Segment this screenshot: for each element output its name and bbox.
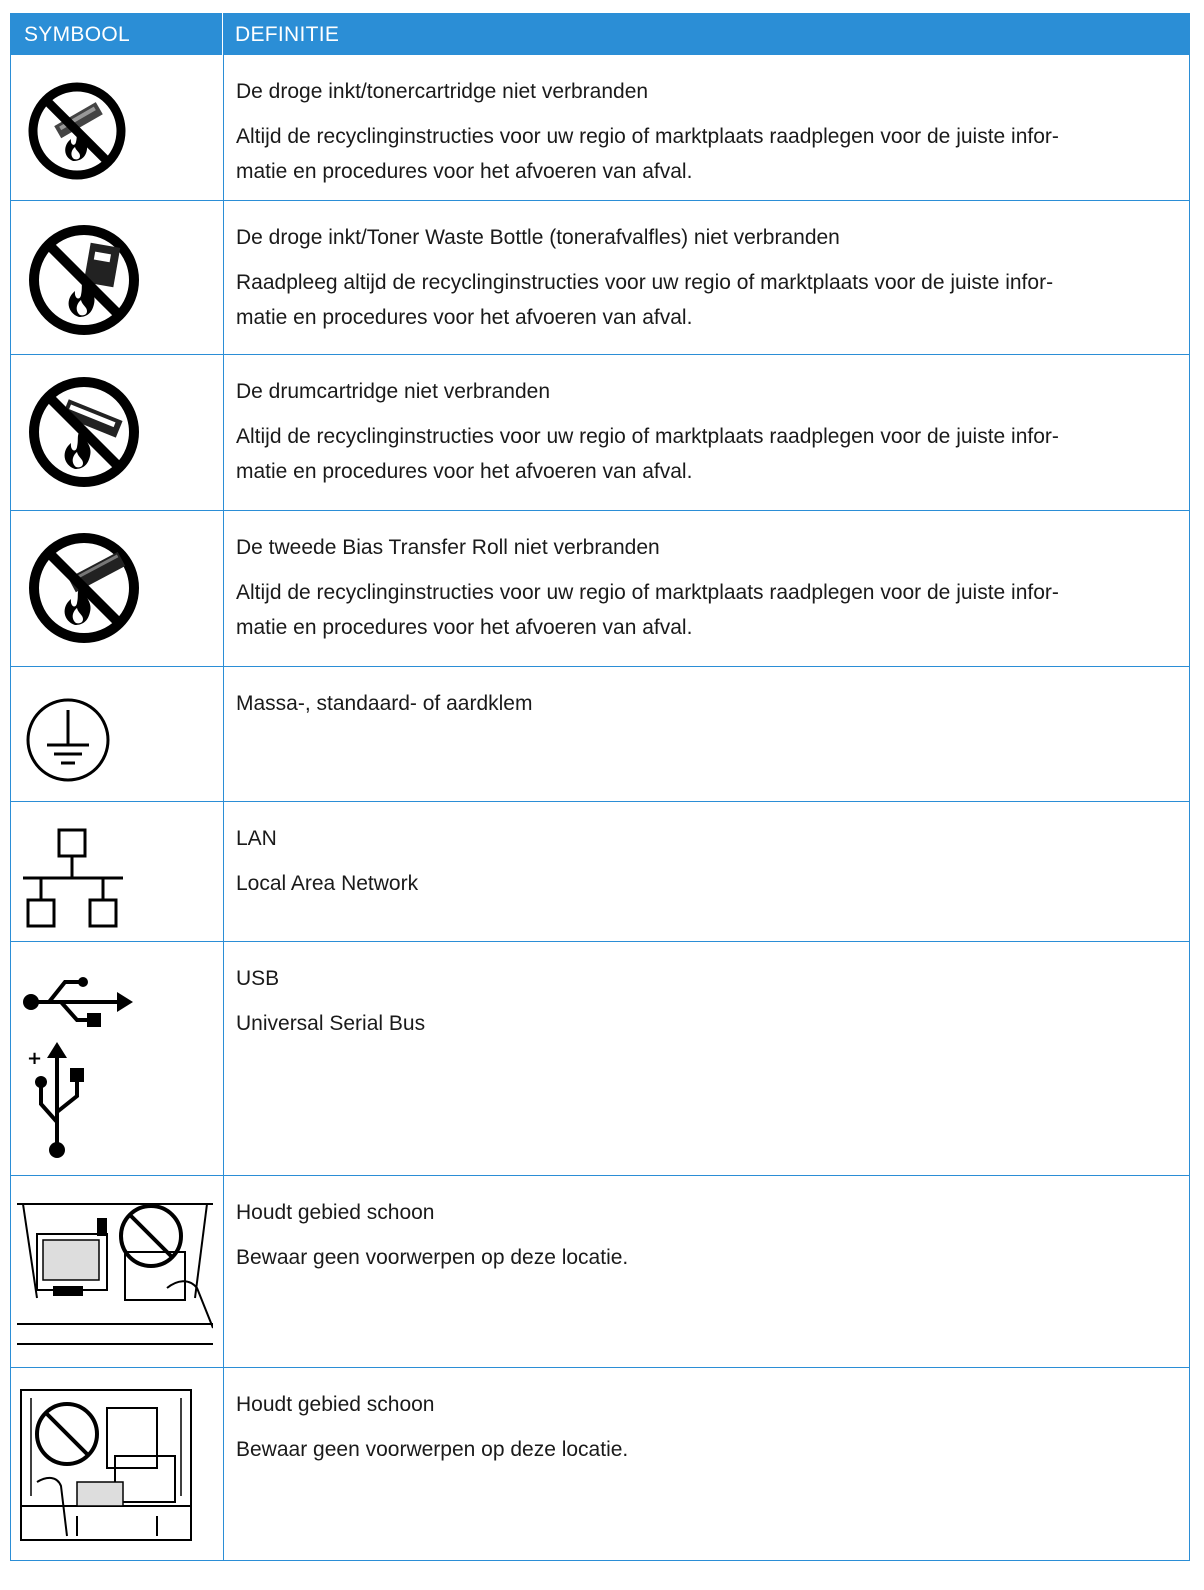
symbol-cell bbox=[11, 802, 224, 941]
keep-area-clear-icon bbox=[17, 1386, 197, 1558]
row-description: Raadpleeg altijd de recyclinginstructies voor uw regio of marktplaats voor de juiste infor- matie en procedures voor het afvoeren van afval. bbox=[236, 271, 1054, 329]
row-title: De drumcartridge niet verbranden bbox=[236, 380, 550, 403]
definition-cell bbox=[224, 942, 1189, 1175]
table-row bbox=[10, 1368, 1190, 1561]
header-definition: DEFINITIE bbox=[222, 13, 1190, 55]
protective-earth-icon bbox=[23, 695, 113, 785]
row-description: Universal Serial Bus bbox=[236, 1012, 426, 1035]
row-description: Bewaar geen voorwerpen op deze locatie. bbox=[236, 1438, 629, 1461]
definition-cell bbox=[224, 1176, 1189, 1367]
table-row bbox=[10, 201, 1190, 355]
row-title: LAN bbox=[236, 827, 277, 850]
row-title: Massa-, standaard- of aardklem bbox=[236, 692, 533, 715]
definition-cell bbox=[224, 55, 1189, 200]
row-description: Altijd de recyclinginstructies voor uw regio of marktplaats raadplegen voor de juiste infor- matie en procedures voor het afvoeren van afval. bbox=[236, 425, 1059, 483]
row-title: USB bbox=[236, 967, 280, 990]
svg-text:+: + bbox=[27, 1048, 43, 1069]
table-header bbox=[10, 13, 1190, 55]
symbol-cell bbox=[11, 1176, 224, 1367]
no-burn-toner-cartridge-icon bbox=[25, 79, 129, 183]
row-description: Bewaar geen voorwerpen op deze locatie. bbox=[236, 1246, 629, 1269]
symbol-cell bbox=[11, 942, 224, 1175]
row-description: Local Area Network bbox=[236, 872, 419, 895]
definition-cell bbox=[224, 667, 1189, 801]
row-description: Altijd de recyclinginstructies voor uw regio of marktplaats raadplegen voor de juiste infor- matie en procedures voor het afvoeren van afval. bbox=[236, 125, 1059, 183]
definition-cell bbox=[224, 511, 1189, 666]
table-row bbox=[10, 942, 1190, 1176]
symbol-cell bbox=[11, 1368, 224, 1560]
row-title: De droge inkt/tonercartridge niet verbranden bbox=[236, 80, 649, 103]
definition-cell bbox=[224, 355, 1189, 510]
table-row bbox=[10, 1176, 1190, 1368]
row-title: Houdt gebied schoon bbox=[236, 1201, 435, 1224]
definition-cell bbox=[224, 1368, 1189, 1560]
usb-vertical-icon bbox=[25, 1042, 95, 1162]
symbol-cell bbox=[11, 55, 224, 200]
definition-cell bbox=[224, 201, 1189, 354]
definition-cell bbox=[224, 802, 1189, 941]
table-row bbox=[10, 802, 1190, 942]
keep-area-clear-icon bbox=[17, 1198, 213, 1346]
lan-network-icon bbox=[19, 826, 129, 936]
symbol-cell bbox=[11, 511, 224, 666]
row-title: Houdt gebied schoon bbox=[236, 1393, 435, 1416]
row-title: De tweede Bias Transfer Roll niet verbranden bbox=[236, 536, 660, 559]
no-burn-drum-cartridge-icon bbox=[25, 373, 143, 491]
table-row bbox=[10, 667, 1190, 802]
symbol-cell bbox=[11, 355, 224, 510]
symbol-cell bbox=[11, 667, 224, 801]
table-row bbox=[10, 55, 1190, 201]
no-burn-waste-bottle-icon bbox=[25, 221, 143, 339]
header-symbol: SYMBOOL bbox=[24, 23, 130, 46]
no-burn-transfer-roll-icon bbox=[25, 529, 143, 647]
symbol-definition-table bbox=[10, 13, 1190, 1561]
table-row bbox=[10, 511, 1190, 667]
table-row bbox=[10, 355, 1190, 511]
row-description: Altijd de recyclinginstructies voor uw regio of marktplaats raadplegen voor de juiste infor- matie en procedures voor het afvoeren van afval. bbox=[236, 581, 1059, 639]
row-title: De droge inkt/Toner Waste Bottle (tonerafvalfles) niet verbranden bbox=[236, 226, 840, 249]
symbol-cell bbox=[11, 201, 224, 354]
usb-horizontal-icon bbox=[21, 972, 133, 1028]
